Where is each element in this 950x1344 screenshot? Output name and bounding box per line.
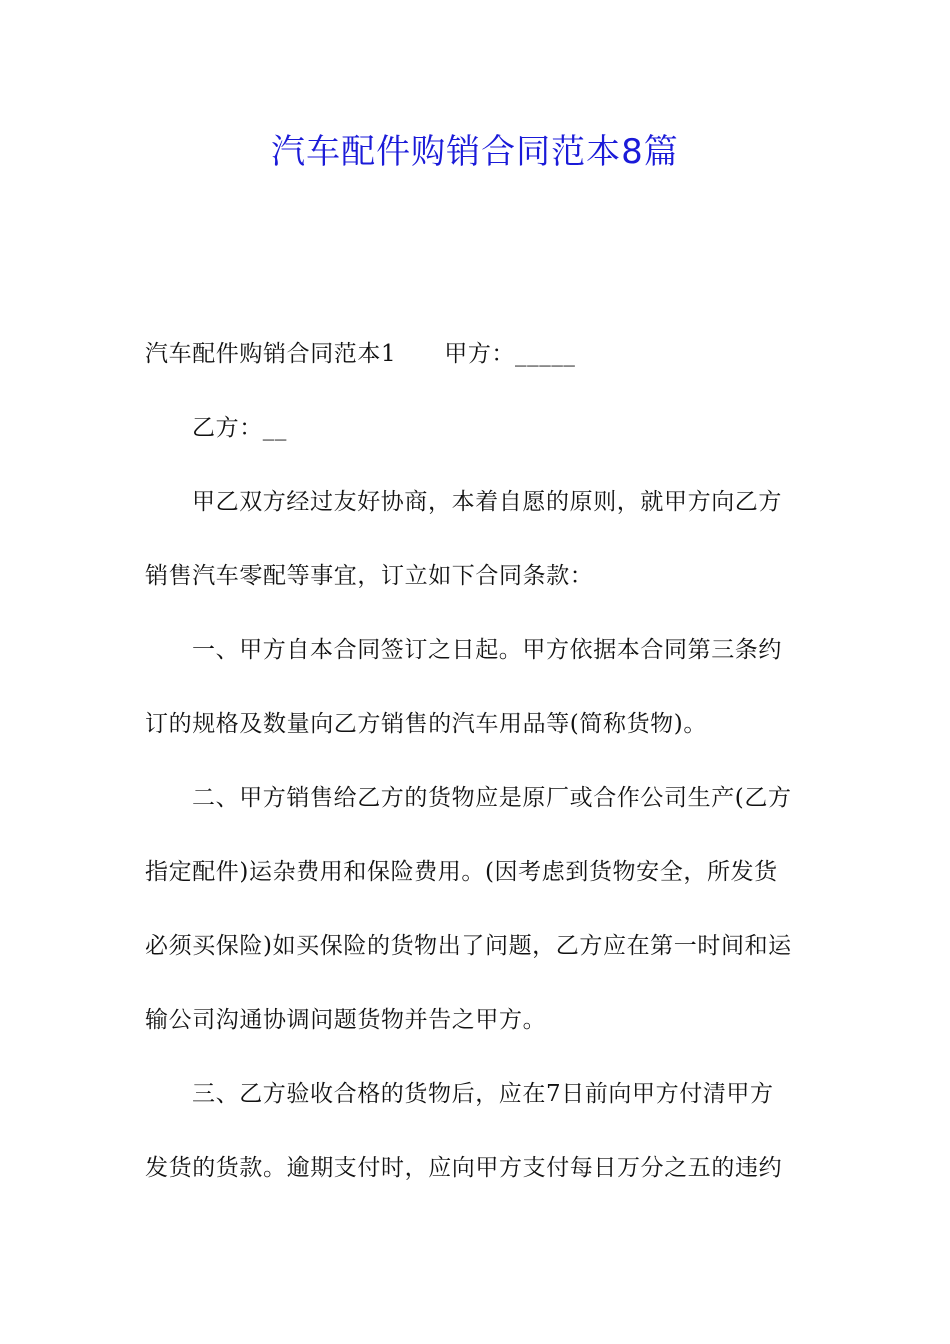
document-body [145, 336, 810, 1224]
paragraph-line: 订的规格及数量向乙方销售的汽车用品等(简称货物)。 [145, 711, 707, 737]
paragraph-line: 甲乙双方经过友好协商，本着自愿的原则，就甲方向乙方 [192, 489, 782, 515]
party-a: 甲方：_____ [444, 341, 576, 367]
paragraph-line: 三、乙方验收合格的货物后，应在7日前向甲方付清甲方 [192, 1081, 774, 1107]
paragraph-line: 发货的货款。逾期支付时，应向甲方支付每日万分之五的违约 [145, 1155, 783, 1181]
section-heading-line [145, 336, 810, 372]
paragraph-line: 必须买保险)如买保险的货物出了问题，乙方应在第一时间和运 [145, 933, 792, 959]
document-title: 汽车配件购销合同范本8篇 [271, 132, 679, 172]
paragraph-line: 一、甲方自本合同签订之日起。甲方依据本合同第三条约 [192, 637, 782, 663]
paragraph-line: 二、甲方销售给乙方的货物应是原厂或合作公司生产(乙方 [192, 785, 792, 811]
section-heading: 汽车配件购销合同范本1 [145, 341, 397, 367]
paragraph-line: 输公司沟通协调问题货物并告之甲方。 [145, 1007, 547, 1033]
party-b: 乙方：__ [192, 415, 287, 441]
paragraph-line: 指定配件)运杂费用和保险费用。(因考虑到货物安全，所发货 [145, 859, 778, 885]
paragraph-line: 销售汽车零配等事宜，订立如下合同条款： [145, 563, 594, 589]
